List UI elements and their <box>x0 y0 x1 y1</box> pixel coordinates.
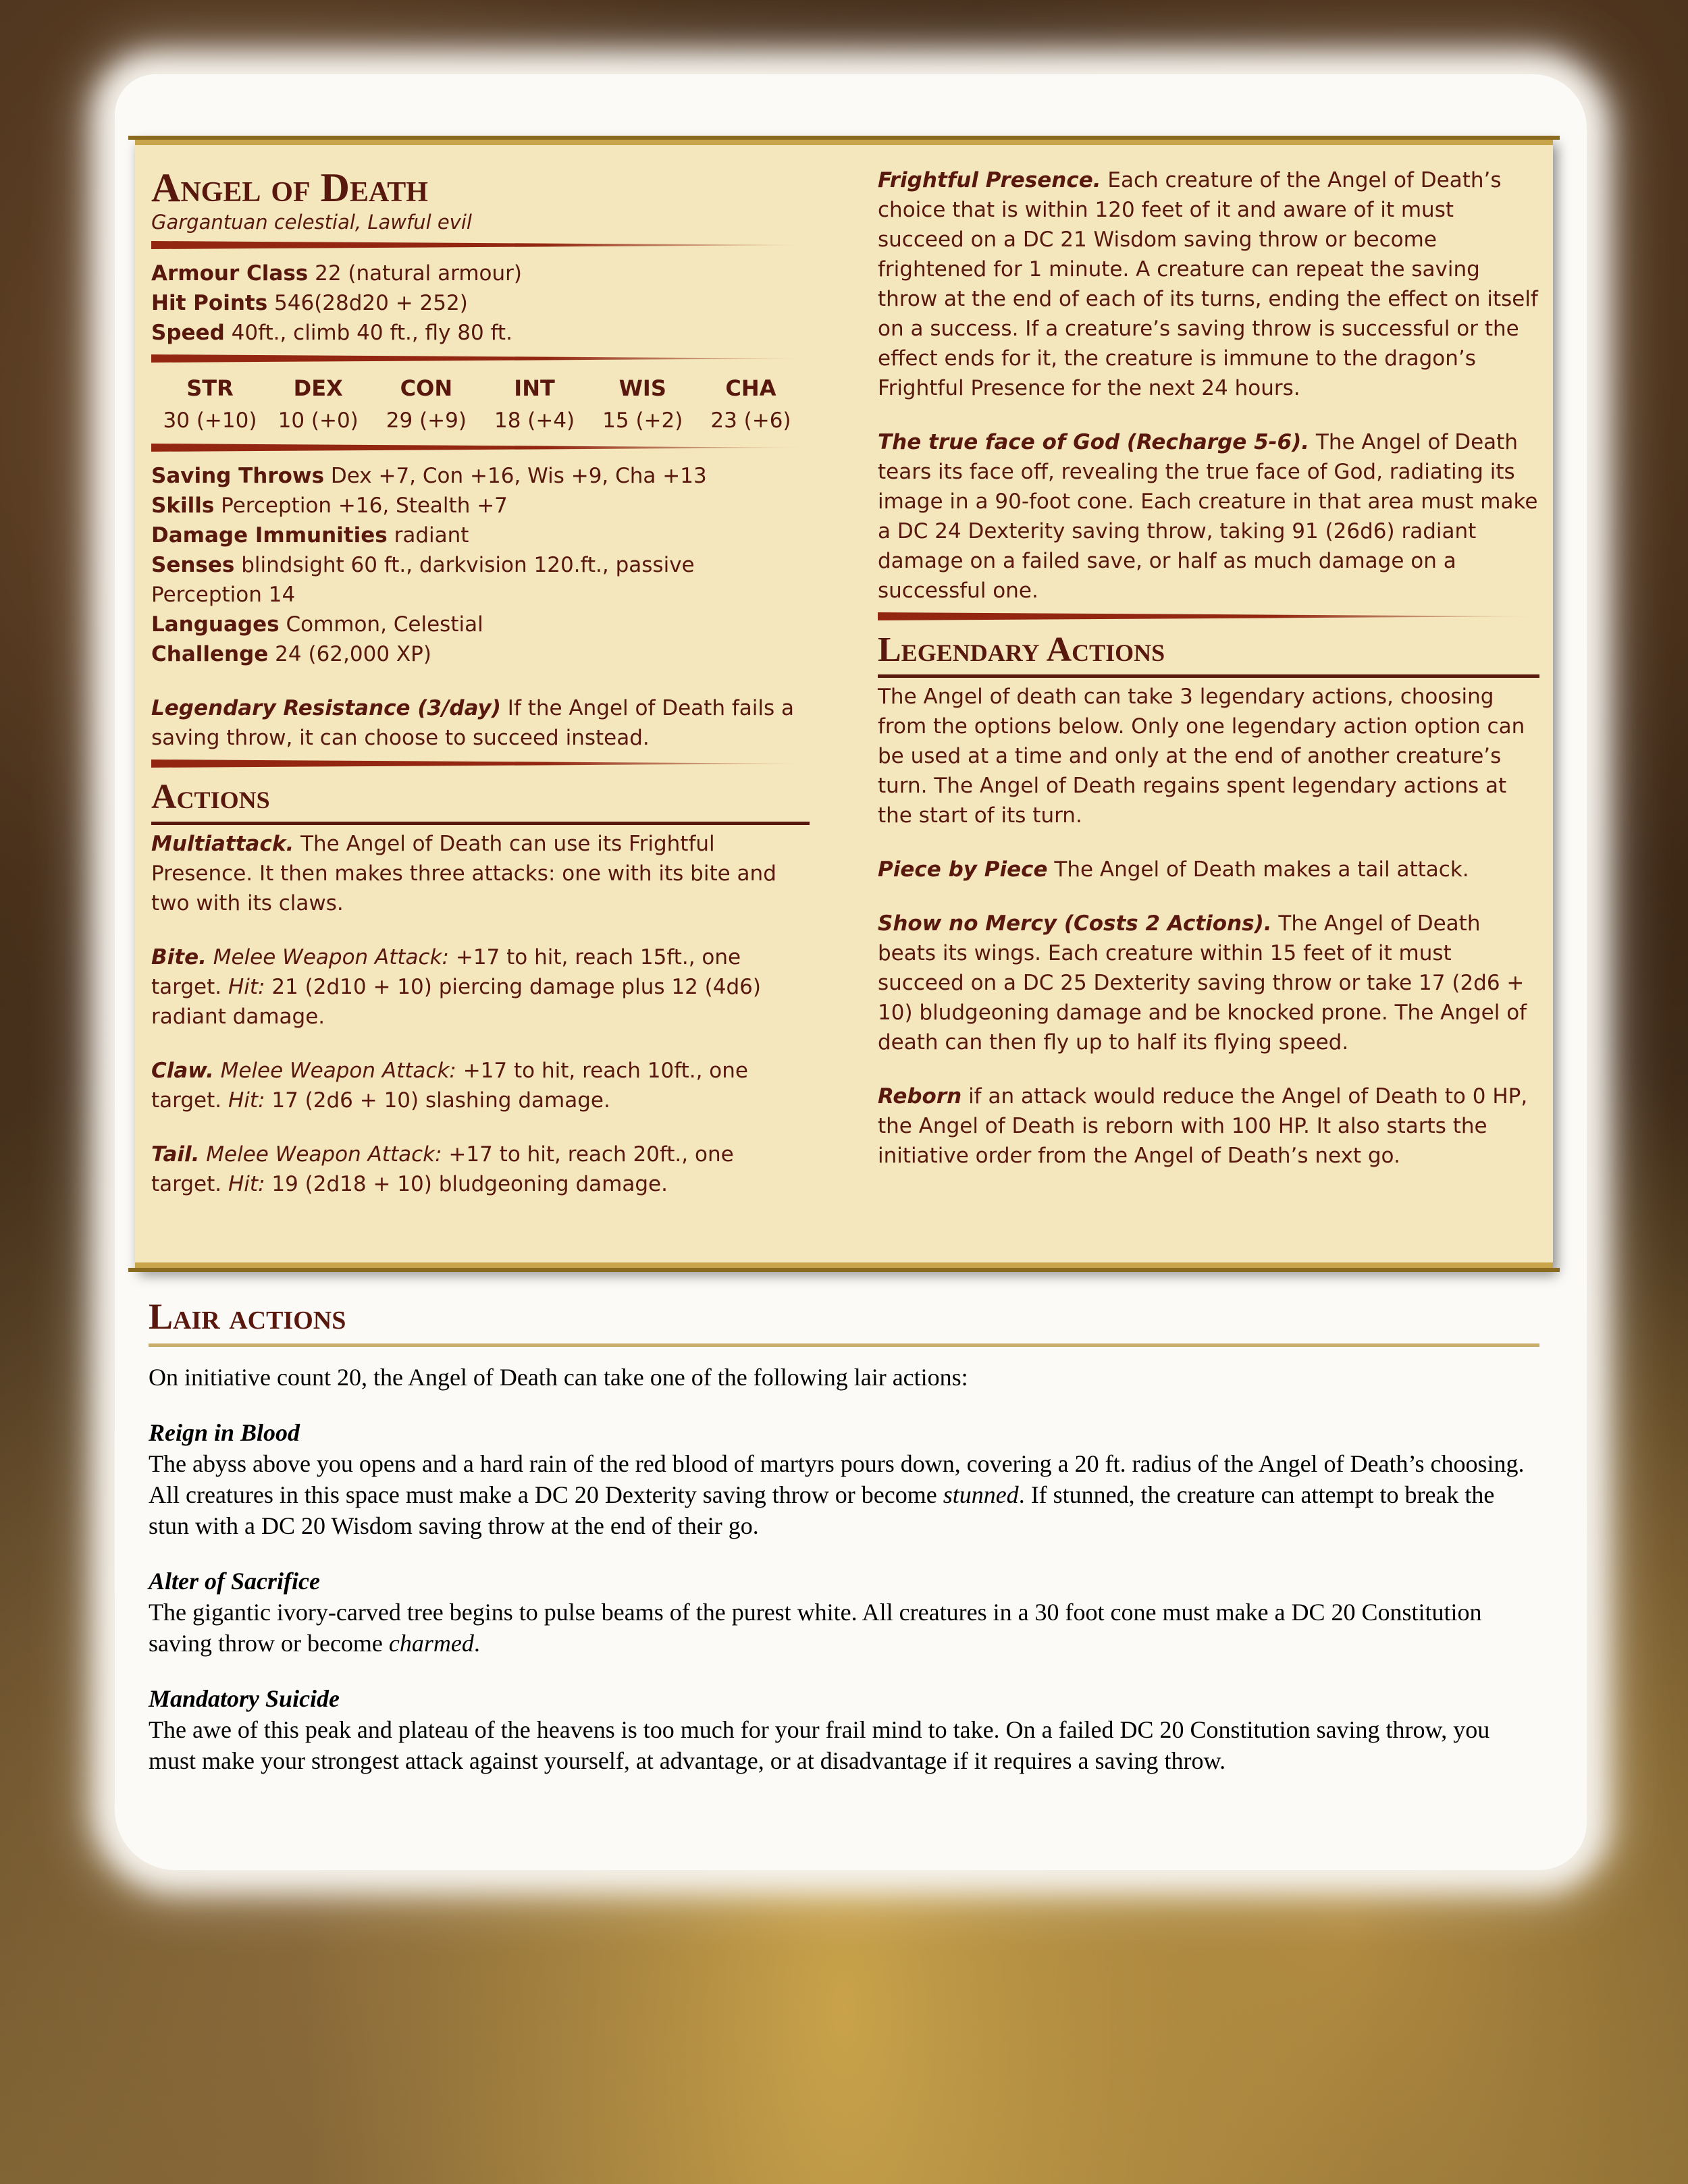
action-tail: Tail. Melee Weapon Attack: +17 to hit, reach 20ft., one target. Hit: 19 (2d18 + 10) bludgeoning damage. <box>151 1142 734 1196</box>
lair-intro: On initiative count 20, the Angel of Death can take one of the following lair actions: <box>149 1364 968 1391</box>
hit-points: Hit Points 546(28d20 + 252) <box>151 291 468 315</box>
divider <box>151 760 810 768</box>
stat-block <box>135 138 1553 1269</box>
ability-int: INT 18 (+4) <box>494 375 575 433</box>
lair-item-title: Mandatory Suicide <box>149 1685 340 1712</box>
ability-str: STR 30 (+10) <box>163 375 257 433</box>
armour-class: Armour Class 22 (natural armour) <box>151 261 522 286</box>
monster-name: Angel of Death <box>151 165 428 210</box>
damage-immunities: Damage Immunities radiant <box>151 523 469 548</box>
lair-item-text: The awe of this peak and plateau of the heavens is too much for your frail mind to take. On a failed DC 20 Constitution saving throw, you must make your strongest attack against yourself, at advantage, or at disadvantage if it requires a saving throw. <box>149 1716 1490 1774</box>
lair-item-text: The abyss above you opens and a hard rain of the red blood of martyrs pours down, covering a 20 ft. radius of the Angel of Death’s choosing. All creatures in this space must make a DC 20 Dexterity saving throw or become stunned. If stunned, the creature can attempt to break the stun with a DC 20 Wisdom saving throw at the end of their go. <box>149 1450 1525 1539</box>
action-frightful-presence: Frightful Presence. Each creature of the Angel of Death’s choice that is within 120 feet of it and aware of it must succeed on a DC 21 Wisdom saving throw or become frightened for 1 minute. A creature can repeat the saving throw at the end of each of its turns, ending the effect on itself on a success. If a creature’s saving throw is successful or the effect ends for it, the creature is immune to the dragon’s Frightful Presence for the next 24 hours. <box>878 168 1538 400</box>
action-claw: Claw. Melee Weapon Attack: +17 to hit, reach 10ft., one target. Hit: 17 (2d6 + 10) slashing damage. <box>151 1059 748 1113</box>
lair-actions-heading: Lair actions <box>149 1296 1539 1347</box>
action-multiattack: Multiattack. The Angel of Death can use its Frightful Presence. It then makes three attacks: one with its bite and two with its claws. <box>151 832 776 915</box>
stat-block-right-column <box>878 165 1539 1171</box>
legendary-show-no-mercy: Show no Mercy (Costs 2 Actions). The Angel of Death beats its wings. Each creature within 15 feet of it must succeed on a DC 25 Dexterity saving throw or take 17 (2d6 + 10) bludgeoning damage and be knocked prone. The Angel of death can then fly up to half its flying speed. <box>878 911 1527 1055</box>
legendary-intro: The Angel of death can take 3 legendary actions, choosing from the options below. Only one legendary action option can be used at a time and only at the end of another creature’s turn. The Angel of Death regains spent legendary actions at the start of its turn. <box>878 685 1525 828</box>
speed: Speed 40ft., climb 40 ft., fly 80 ft. <box>151 321 512 345</box>
ability-wis: WIS 15 (+2) <box>602 375 683 433</box>
trait-legendary-resistance: Legendary Resistance (3/day) If the Angel of Death fails a saving throw, it can choose to succeed instead. <box>151 696 794 750</box>
lair-item-title: Alter of Sacrifice <box>149 1568 320 1595</box>
divider <box>878 612 1539 620</box>
ability-dex: DEX 10 (+0) <box>278 375 359 433</box>
languages: Languages Common, Celestial <box>151 612 483 637</box>
legendary-actions-heading: Legendary Actions <box>878 630 1539 678</box>
action-bite: Bite. Melee Weapon Attack: +17 to hit, reach 15ft., one target. Hit: 21 (2d10 + 10) piercing damage plus 12 (4d6) radiant damage. <box>151 945 761 1029</box>
lair-item-text: The gigantic ivory-carved tree begins to pulse beams of the purest white. All creatures in a 30 foot cone must make a DC 20 Constitution saving throw or become charmed. <box>149 1599 1482 1657</box>
action-true-face-of-god: The true face of God (Recharge 5-6). The Angel of Death tears its face off, revealing the true face of God, radiating its image in a 90-foot cone. Each creature in that area must make a DC 24 Dexterity saving throw, taking 91 (26d6) radiant damage on a failed save, or half as much damage on a successful one. <box>878 430 1538 603</box>
ability-con: CON 29 (+9) <box>386 375 467 433</box>
senses: Senses blindsight 60 ft., darkvision 120.ft., passive Perception 14 <box>151 553 695 607</box>
challenge: Challenge 24 (62,000 XP) <box>151 642 431 666</box>
ability-cha: CHA 23 (+6) <box>710 375 791 433</box>
lair-actions-section <box>149 1296 1539 1776</box>
stat-block-left-column <box>151 165 810 1199</box>
divider <box>151 444 810 452</box>
legendary-reborn: Reborn if an attack would reduce the Angel of Death to 0 HP, the Angel of Death is reborn with 100 HP. It also starts the initiative order from the Angel of Death’s next go. <box>878 1084 1528 1168</box>
legendary-piece-by-piece: Piece by Piece The Angel of Death makes a tail attack. <box>878 857 1469 882</box>
monster-type: Gargantuan celestial, Lawful evil <box>151 211 472 234</box>
saving-throws: Saving Throws Dex +7, Con +16, Wis +9, Cha +13 <box>151 464 707 488</box>
ability-scores <box>151 372 810 437</box>
actions-heading: Actions <box>151 777 810 825</box>
divider <box>151 354 810 363</box>
lair-item-title: Reign in Blood <box>149 1419 300 1446</box>
skills: Skills Perception +16, Stealth +7 <box>151 494 508 518</box>
divider <box>151 241 810 249</box>
